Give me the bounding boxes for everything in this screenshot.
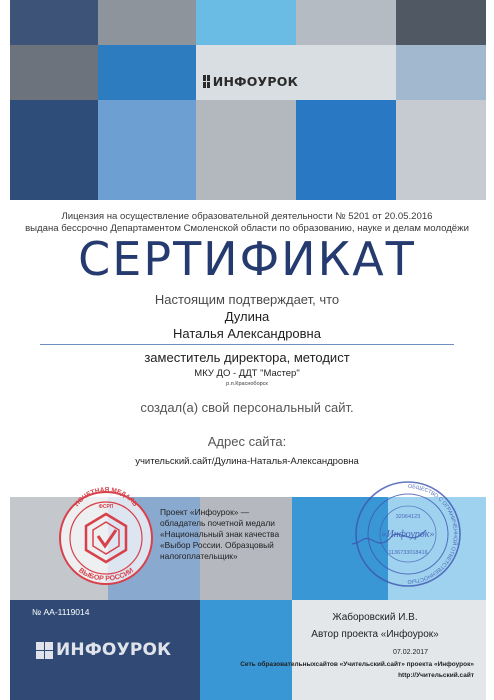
stamp-center-text: «Инфоурок» xyxy=(381,529,435,540)
company-stamp-icon xyxy=(352,478,464,590)
brand-mark-icon xyxy=(203,75,210,88)
tile xyxy=(396,100,486,200)
project-line: обладатель почетной медали xyxy=(160,518,275,528)
tile xyxy=(396,0,486,45)
footer-site-link[interactable]: http://Учительский.сайт xyxy=(398,672,474,679)
tile xyxy=(98,0,196,45)
site-address-label: Адрес сайта: xyxy=(207,434,287,449)
recipient-given-names: Наталья Александровна xyxy=(173,326,321,341)
tile xyxy=(196,0,296,45)
site-address-url: учительский.сайт/Дулина-Наталья-Александровна xyxy=(135,456,359,467)
brand-name: ИНФОУРОК xyxy=(212,73,298,89)
stamp-number-bottom: 1136733018416 xyxy=(388,550,428,556)
network-text: Сеть образовательныхсайтов «Учительский.сайт» проекта «Инфоурок» xyxy=(240,661,474,668)
project-line: Проект «Инфоурок» — xyxy=(160,507,250,517)
license-line-2: выдана бессрочно Департаментом Смоленской области по образованию, науке и делам молодёжи xyxy=(25,223,469,234)
divider xyxy=(40,344,454,345)
tile xyxy=(10,0,98,45)
brand-logo xyxy=(203,72,298,90)
medal-center-text: ФСРП xyxy=(98,504,114,510)
stamp-ring-text: ОБЩЕСТВО С ОГРАНИЧЕННОЙ ОТВЕТСТВЕННОСТЬЮ xyxy=(407,483,458,585)
footer-brand-logo xyxy=(36,640,171,660)
recipient-position: заместитель директора, методист xyxy=(144,350,350,365)
created-text: создал(а) свой персональный сайт. xyxy=(140,400,354,415)
medal-bottom-text: ВЫБОР РОССИИ xyxy=(77,567,135,583)
tile xyxy=(98,100,196,200)
tile xyxy=(296,100,396,200)
tile xyxy=(200,600,292,700)
recipient-organization: МКУ ДО - ДДТ "Мастер" xyxy=(194,368,300,379)
tile xyxy=(98,45,196,100)
author-role: Автор проекта «Инфоурок» xyxy=(311,629,439,640)
project-description xyxy=(160,507,330,562)
certificate-number: № АА-1119014 xyxy=(32,607,90,617)
tile xyxy=(10,45,98,100)
confirms-text: Настоящим подтверждает, что xyxy=(154,292,340,307)
recipient-surname: Дулина xyxy=(224,309,270,324)
stamp-number-top: 32064123 xyxy=(395,514,421,520)
honor-medal-icon xyxy=(56,478,156,596)
medal-top-text: ПОЧЕТНАЯ МЕДАЛЬ xyxy=(73,486,139,508)
tile xyxy=(396,45,486,100)
tile xyxy=(10,100,98,200)
author-name: Жаборовский И.В. xyxy=(332,612,418,623)
project-line: «Выбор России. Образцовый xyxy=(160,540,274,550)
certificate-title: СЕРТИФИКАТ xyxy=(78,232,416,286)
project-line: налогоплательщик» xyxy=(160,551,238,561)
license-line-1: Лицензия на осуществление образовательной деятельности № 5201 от 20.05.2016 xyxy=(61,211,433,222)
project-line: «Национальный знак качества xyxy=(160,529,280,539)
issue-date: 07.02.2017 xyxy=(393,649,429,656)
brand-mark-icon xyxy=(36,642,53,659)
tile xyxy=(196,100,296,200)
recipient-town: р.п.Красноборск xyxy=(226,381,268,387)
tile xyxy=(296,0,396,45)
footer-brand-name: ИНФОУРОК xyxy=(56,640,172,660)
top-tile-mosaic xyxy=(10,0,486,200)
